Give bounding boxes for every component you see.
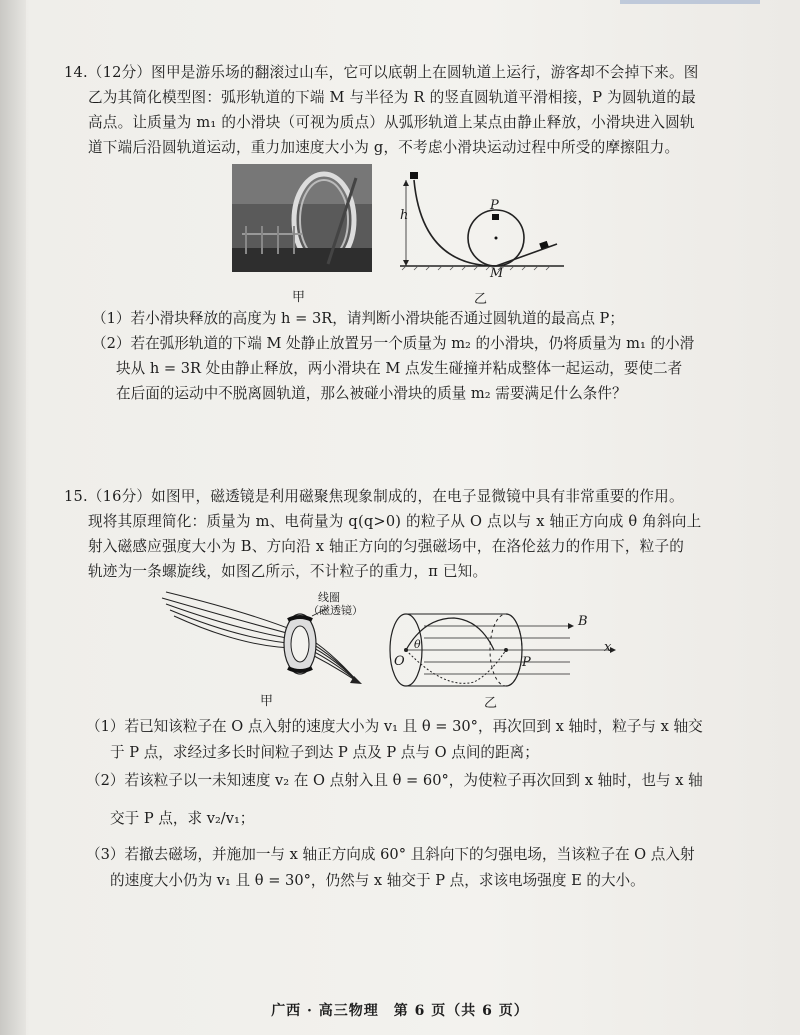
q15-label-p: P (522, 655, 531, 670)
q14-part-2: （2）若在弧形轨道的下端 M 处静止放置另一个质量为 m₂ 的小滑块，仍将质量为 m₁ 的小滑 (92, 335, 695, 352)
q14-line-3: 高点。让质量为 m₁ 的小滑块（可视为质点）从弧形轨道上某点由静止释放，小滑块进入圆轨 (88, 114, 695, 131)
q15-part-1-cont: 于 P 点，求经过多长时间粒子到达 P 点及 P 点与 O 点间的距离； (110, 744, 539, 761)
q14-line-2: 乙为其简化模型图：弧形轨道的下端 M 与半径为 R 的竖直圆轨道平滑相接，P 为圆轨道的最 (88, 89, 696, 106)
q14-part-1: （1）若小滑块释放的高度为 h = 3R，请判断小滑块能否通过圆轨道的最高点 P； (92, 310, 624, 327)
q14-roller-coaster-photo (232, 164, 372, 272)
page-footer: 广西 · 高三物理 第 6 页（共 6 页） (271, 1003, 529, 1019)
q15-label-x: x (604, 640, 612, 655)
q15-caption-yi: 乙 (484, 696, 498, 711)
q14-label-m: M (490, 266, 504, 281)
top-edge-mark (620, 0, 760, 4)
q15-part-3-cont: 的速度大小仍为 v₁ 且 θ = 30°，仍然与 x 轴交于 P 点，求该电场强度 E 的大小。 (110, 872, 645, 889)
q14-part-2-cont: 块从 h = 3R 处由静止释放，两小滑块在 M 点发生碰撞并粘成整体一起运动，要使二者 (116, 360, 683, 377)
q14-line-4: 道下端后沿圆轨道运动，重力加速度大小为 g，不考虑小滑块运动过程中所受的摩擦阻力。 (88, 139, 680, 156)
q15-part-1: （1）若已知该粒子在 O 点入射的速度大小为 v₁ 且 θ = 30°，再次回到 x 轴时，粒子与 x 轴交 (86, 718, 703, 735)
q15-line-4: 轨迹为一条螺旋线，如图乙所示，不计粒子的重力，π 已知。 (88, 563, 488, 580)
q15-part-2-cont: 交于 P 点，求 v₂/v₁； (110, 810, 255, 827)
q15-line-2: 现将其原理简化：质量为 m、电荷量为 q(q>0) 的粒子从 O 点以与 x 轴正方向成 θ 角斜向上 (88, 513, 702, 530)
q15-coil-sublabel: （磁透镜） (308, 604, 363, 617)
q14-caption-yi: 乙 (474, 292, 488, 307)
q14-track-diagram (392, 166, 572, 276)
q15-caption-jia: 甲 (260, 694, 274, 709)
q15-label-b: B (578, 614, 588, 629)
q14-line-1: 14.（12分）图甲是游乐场的翻滚过山车，它可以底朝上在圆轨道上运行，游客却不会掉下来。图 (64, 64, 699, 81)
q15-part-2: （2）若该粒子以一未知速度 v₂ 在 O 点射入且 θ = 60°，为使粒子再次回到 x 轴时，也与 x 轴 (86, 772, 703, 789)
q14-label-h: h (400, 208, 409, 223)
q15-label-o: O (394, 654, 405, 669)
q15-stem (64, 484, 701, 584)
q15-label-theta: θ (414, 638, 421, 651)
q15-part-3: （3）若撤去磁场，并施加一与 x 轴正方向成 60° 且斜向下的匀强电场，当该粒子在 O 点入射 (86, 846, 695, 863)
q14-part-2-cont-2: 在后面的运动中不脱离圆轨道，那么被碰小滑块的质量 m₂ 需要满足什么条件？ (116, 385, 627, 402)
q15-line-1: 15.（16分）如图甲，磁透镜是利用磁聚焦现象制成的，在电子显微镜中具有非常重要的作用。 (64, 488, 684, 505)
q14-stem (64, 60, 699, 160)
q14-caption-jia: 甲 (292, 290, 306, 305)
q15-line-3: 射入磁感应强度大小为 B、方向沿 x 轴正方向的匀强磁场中，在洛伦兹力的作用下，粒子的 (88, 538, 685, 555)
q15-coil-label: 线圈 (318, 591, 340, 604)
q14-label-p: P (490, 198, 499, 213)
page-shadow-edge (0, 0, 26, 1035)
